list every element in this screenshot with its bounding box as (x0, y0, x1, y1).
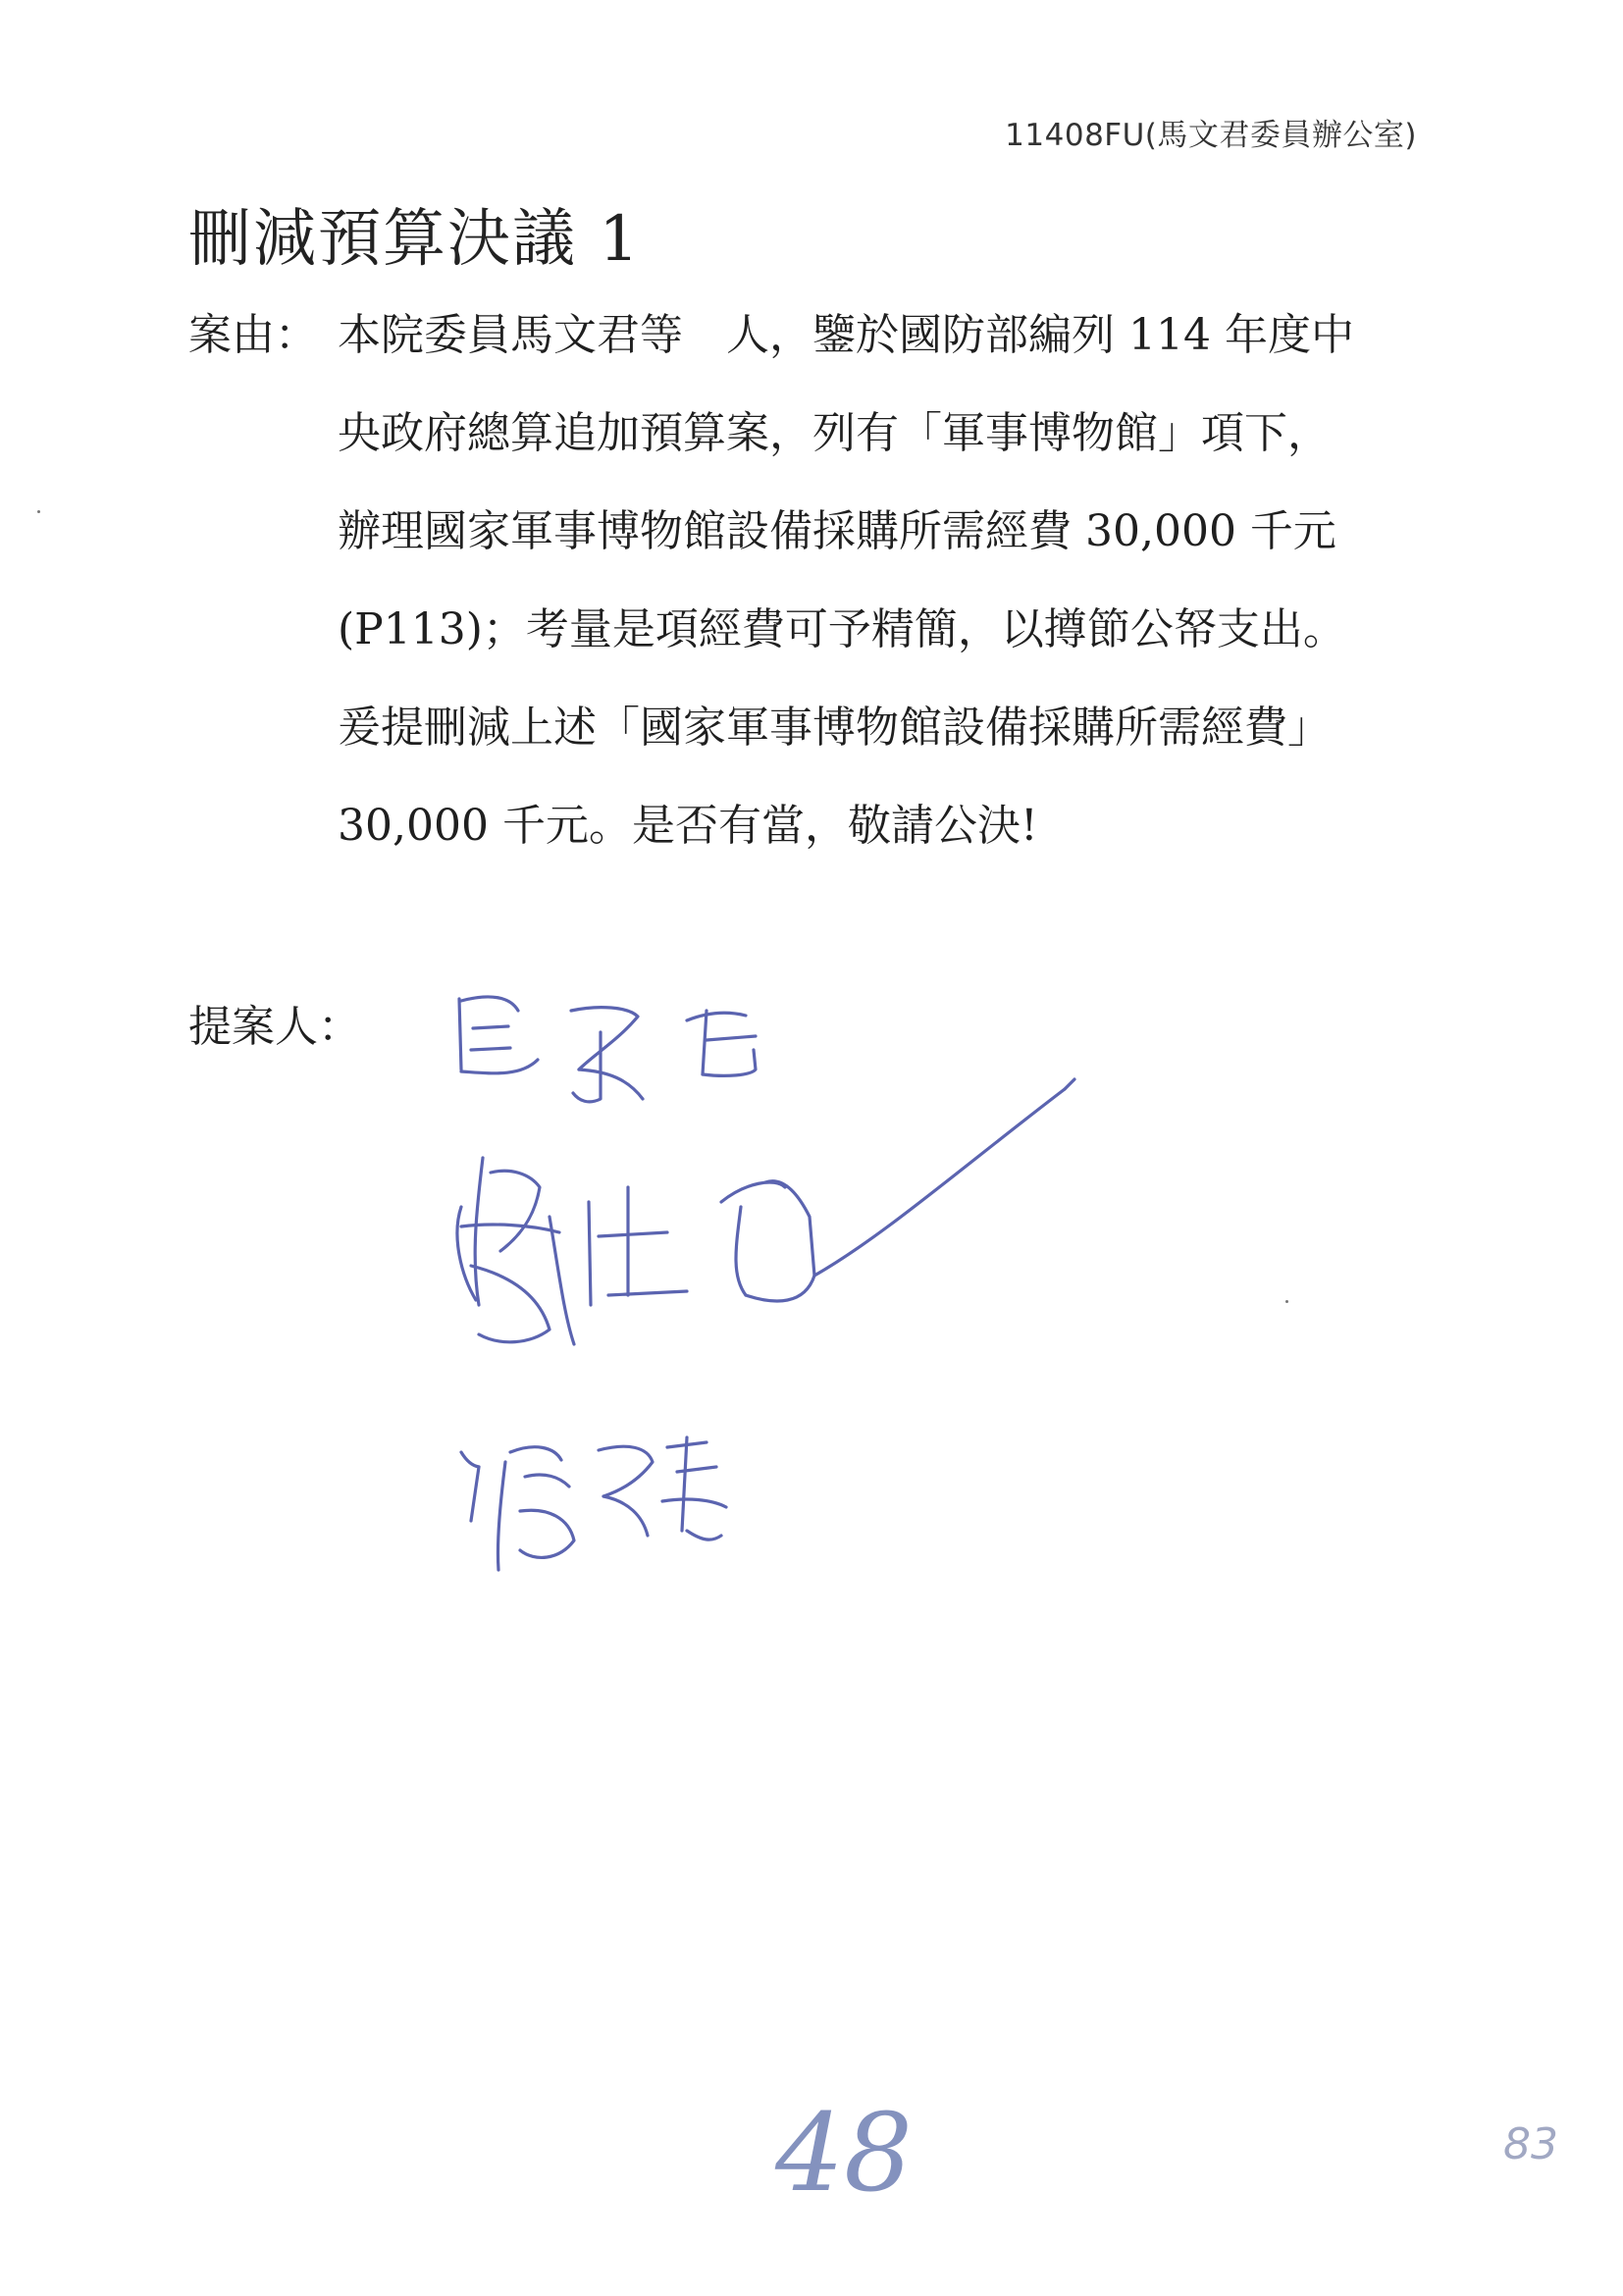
signature-1 (459, 997, 756, 1102)
reason-line: 爰提刪減上述「國家軍事博物館設備採購所需經費」 (338, 703, 1331, 753)
office-tag: 11408FU(馬文君委員辦公室) (1005, 118, 1417, 153)
scan-speck (1285, 1300, 1288, 1303)
reason-line: 30,000 千元。是否有當，敬請公決! (338, 801, 1038, 851)
page-title: 刪減預算決議 1 (188, 203, 642, 276)
reason-line: 辦理國家軍事博物館設備採購所需經費 30,000 千元 (338, 506, 1336, 556)
proposer-label: 提案人： (188, 1002, 361, 1052)
scan-speck (37, 510, 40, 513)
signature-2 (457, 1079, 1074, 1344)
reason-line: (P113)；考量是項經費可予精簡，以撙節公帑支出。 (338, 604, 1346, 654)
handwritten-page-number: 48 (775, 2090, 913, 2216)
reason-label: 案由： (188, 310, 318, 360)
reason-line: 本院委員馬文君等 人，鑒於國防部編列 114 年度中 (338, 310, 1354, 360)
reason-line: 央政府總算追加預算案，列有「軍事博物館」項下， (338, 408, 1331, 458)
signature-3 (461, 1437, 726, 1570)
corner-number: 83 (1503, 2119, 1558, 2169)
